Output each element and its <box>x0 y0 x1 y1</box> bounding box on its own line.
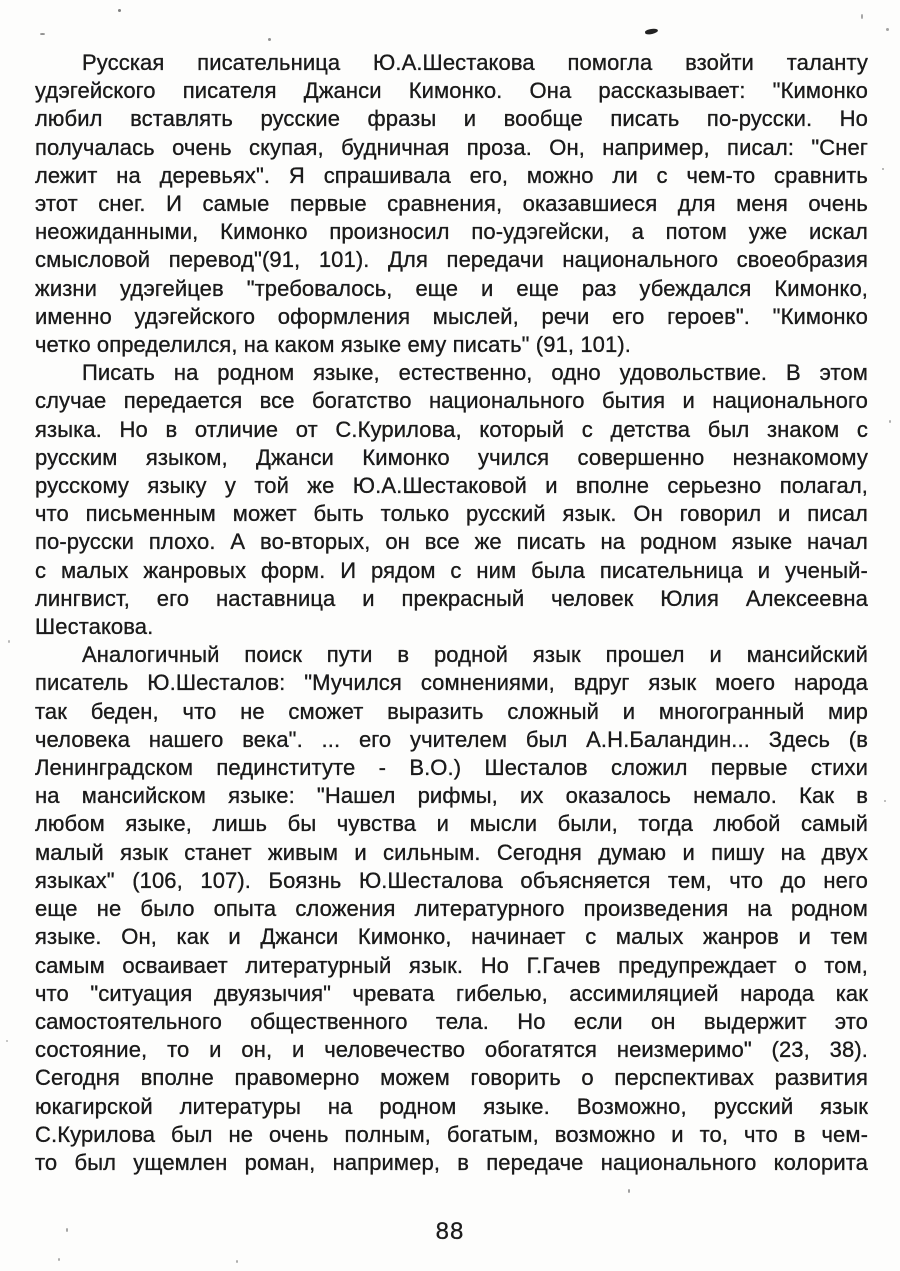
scan-speckle <box>6 1040 8 1042</box>
scan-speckle <box>268 38 271 41</box>
text-line: смысловой перевод"(91, 101). Для передачи национального своеобразия <box>35 247 868 273</box>
text-line: четко определился, на каком языке ему писать" (91, 101). <box>35 332 631 358</box>
text-line: получалась очень скупая, будничная проза. Он, например, писал: "Снег <box>35 134 868 160</box>
text-line: лежит на деревьях". Я спрашивала его, можно ли с чем-то сравнить <box>35 162 868 188</box>
text-line: еще не было опыта сложения литературного произведения на родном <box>35 896 868 922</box>
text-line: по-русски плохо. А во-вторых, он все же писать на родном языке начал <box>35 529 868 555</box>
text-line: любил вставлять русские фразы и вообще писать по-русски. Но <box>35 106 868 132</box>
text-line: Ленинградском пединституте - В.О.) Шесталов сложил первые стихи <box>35 755 868 781</box>
text-line: писатель Ю.Шесталов: "Мучился сомнениями, вдруг язык моего народа <box>35 670 868 696</box>
paragraph-2 <box>35 359 868 641</box>
text-line: Сегодня вполне правомерно можем говорить о перспективах развития <box>35 1065 868 1091</box>
text-line: так беден, что не сможет выразить сложный и многогранный мир <box>35 698 868 724</box>
text-line: на мансийском языке: "Нашел рифмы, их оказалось немало. Как в <box>35 783 868 809</box>
scan-speckle <box>886 28 889 31</box>
text-line: с малых жанровых форм. И рядом с ним была писательница и ученый- <box>35 557 868 583</box>
text-line: самостоятельного общественного тела. Но если он выдержит это <box>35 1008 868 1034</box>
text-line: случае передается все богатство национального бытия и национального <box>35 388 868 414</box>
text-line: Шестакова. <box>35 614 154 640</box>
text-line: удэгейского писателя Джанси Кимонко. Она рассказывает: "Кимонко <box>35 78 868 104</box>
scan-speckle <box>861 14 863 19</box>
text-line: любом языке, лишь бы чувства и мысли были, тогда любой самый <box>35 811 868 837</box>
text-line: этот снег. И самые первые сравнения, оказавшиеся для меня очень <box>35 191 868 217</box>
scan-speckle <box>66 1228 68 1232</box>
text-line: что письменным может быть только русский язык. Он говорил и писал <box>35 501 868 527</box>
paragraph-3 <box>35 641 868 1177</box>
scan-speckle <box>8 640 10 643</box>
text-line: лингвист, его наставница и прекрасный человек Юлия Алексеевна <box>35 585 868 611</box>
text-line: Русская писательница Ю.А.Шестакова помогла взойти таланту <box>82 50 868 75</box>
text-line: именно удэгейского оформления мыслей, речи его героев". "Кимонко <box>35 303 868 329</box>
text-line: состояние, то и он, и человечество обогатятся неизмеримо" (23, 38). <box>35 1037 868 1063</box>
scan-speckle <box>889 420 891 423</box>
page-text <box>35 49 868 1177</box>
text-line: малый язык станет живым и сильным. Сегодня думаю и пишу на двух <box>35 839 868 865</box>
text-line: самым осваивает литературный язык. Но Г.Гачев предупреждает о том, <box>35 952 868 978</box>
text-line: языках" (106, 107). Боязнь Ю.Шесталова объясняется тем, что до него <box>35 867 868 893</box>
text-line: русскому языку у той же Ю.А.Шестаковой и вполне серьезно полагал, <box>35 473 868 499</box>
paragraph-1 <box>35 49 868 359</box>
scan-speckle <box>882 168 884 170</box>
text-line: С.Курилова был не очень полным, богатым, возможно и то, что в чем- <box>35 1121 868 1147</box>
text-line: языке. Он, как и Джанси Кимонко, начинает с малых жанров и тем <box>35 924 868 950</box>
text-line: то был ущемлен роман, например, в передаче национального колорита <box>35 1149 868 1175</box>
scan-speckle <box>236 1260 238 1263</box>
text-line: человека нашего века". ... его учителем был А.Н.Баландин... Здесь (в <box>35 726 868 752</box>
scan-speckle <box>884 800 886 802</box>
scan-speckle <box>118 9 121 12</box>
text-line: неожиданными, Кимонко произносил по-удэгейски, а потом уже искал <box>35 219 868 245</box>
scan-speckle <box>58 1258 60 1261</box>
text-line: жизни удэгейцев "требовалось, еще и еще раз убеждался Кимонко, <box>35 275 868 301</box>
text-line: языка. Но в отличие от С.Курилова, который с детства был знаком с <box>35 416 868 442</box>
page-number: 88 <box>435 1218 465 1245</box>
text-line: юкагирской литературы на родном языке. Возможно, русский язык <box>35 1093 868 1119</box>
text-line: что "ситуация двуязычия" чревата гибелью, ассимиляцией народа как <box>35 980 868 1006</box>
scan-speckle <box>645 28 659 36</box>
text-line: Писать на родном языке, естественно, одно удовольствие. В этом <box>82 360 868 386</box>
text-line: Аналогичный поиск пути в родной язык прошел и мансийский <box>82 642 868 668</box>
text-line: русским языком, Джанси Кимонко учился совершенно незнакомому <box>35 444 868 470</box>
scan-speckle <box>628 1189 630 1193</box>
scan-speckle <box>40 33 45 35</box>
